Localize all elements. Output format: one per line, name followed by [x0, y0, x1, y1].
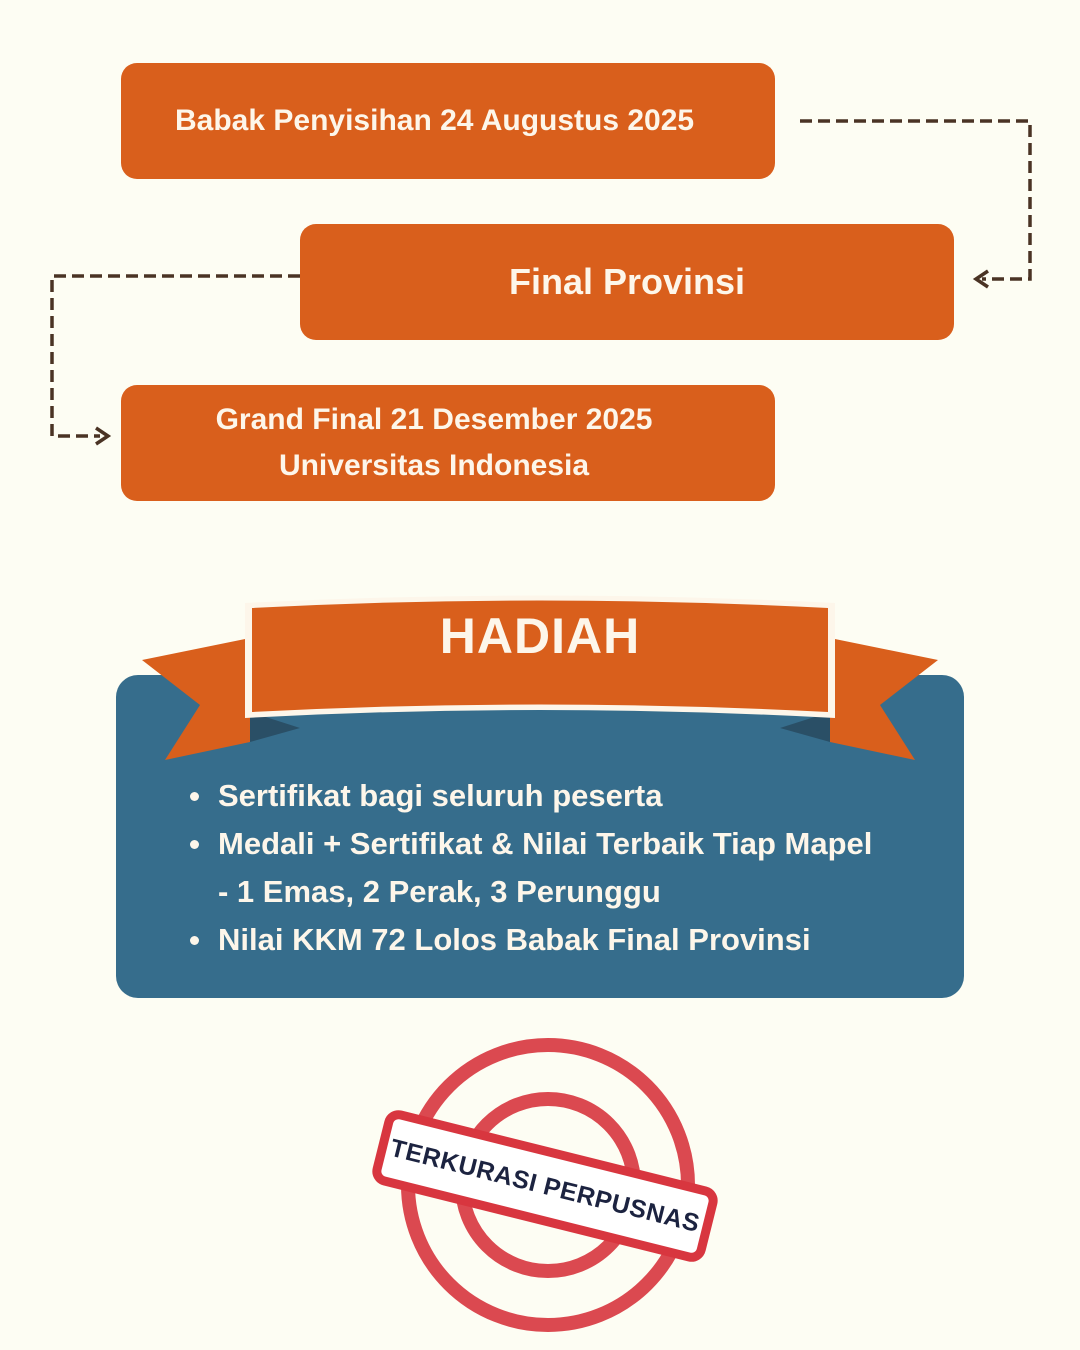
prize-item-kkm: Nilai KKM 72 Lolos Babak Final Provinsi — [186, 916, 946, 964]
stamp-label: TERKURASI PERPUSNAS — [387, 1133, 703, 1239]
stage-grand-final-venue: Universitas Indonesia — [278, 449, 590, 482]
prize-title: HADIAH — [439, 608, 641, 664]
prize-item-medal-detail: - 1 Emas, 2 Perak, 3 Perunggu — [218, 874, 661, 909]
prize-item-certificate: Sertifikat bagi seluruh peserta — [186, 772, 946, 820]
prize-item-medal: Medali + Sertifikat & Nilai Terbaik Tiap Mapel — [186, 820, 946, 868]
stage-grand-final-date: Grand Final 21 Desember 2025 — [215, 403, 653, 436]
stage-final-provinsi-label: Final Provinsi — [508, 261, 746, 302]
stage-penyisihan-label: Babak Penyisihan 24 Augustus 2025 — [175, 104, 695, 137]
